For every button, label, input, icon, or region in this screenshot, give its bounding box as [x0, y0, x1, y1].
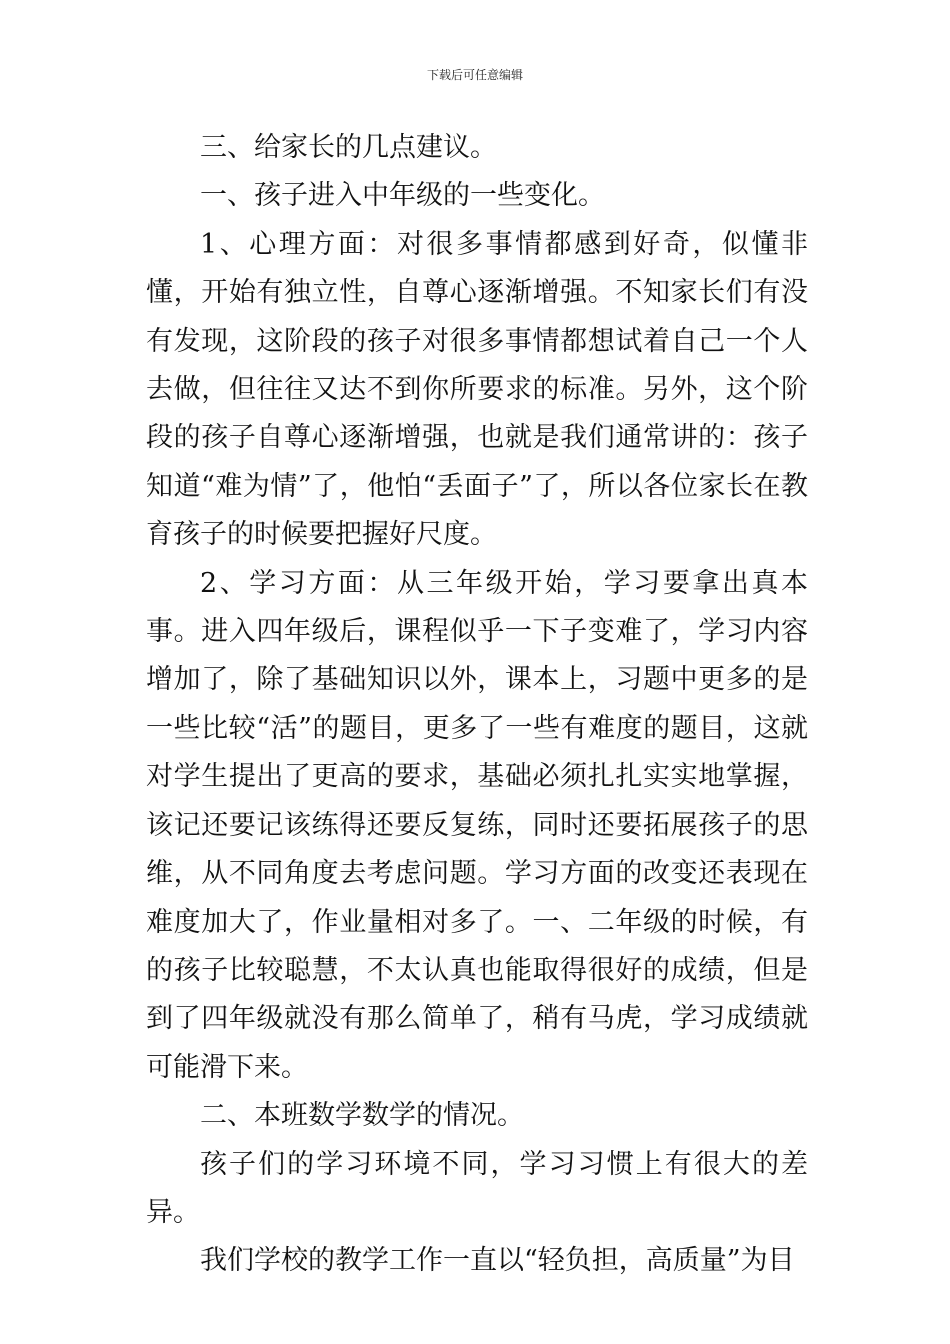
paragraph-section-one-heading: 一、孩子进入中年级的一些变化。 [200, 180, 605, 212]
paragraph-learning: 2、学习方面：从三年级开始，学习要拿出真本事。进入四年级后，课程似乎一下子变难了，学习内容增加了，除了基础知识以外，课本上，习题中更多的是一些比较“活”的题目，更多了一些有难度的题目，这就对学生提出了更高的要求，基础必须扎扎实实地掌握，该记还要记该练得还要反复练，同时还要拓展孩子的思维，从不同角度去考虑问题。学习方面的改变还表现在难度加大了，作业量相对多了。一、二年级的时候，有的孩子比较聪慧，不太认真也能取得很好的成绩，但是到了四年级就没有那么简单了，稍有马虎，学习成绩就可能滑下来。 [146, 567, 808, 1083]
header-note: 下载后可任意编辑 [426, 68, 523, 82]
document-body [146, 124, 808, 1286]
paragraph-school-goal: 我们学校的教学工作一直以“轻负担，高质量”为目 [200, 1245, 795, 1277]
paragraph-environment: 孩子们的学习环境不同，学习习惯上有很大的差异。 [146, 1148, 808, 1228]
paragraph-section-two-heading: 二、本班数学数学的情况。 [200, 1100, 524, 1132]
paragraph-section-three-heading: 三、给家长的几点建议。 [200, 132, 497, 163]
paragraph-psychology: 1、心理方面：对很多事情都感到好奇，似懂非懂，开始有独立性，自尊心逐渐增强。不知家长们有没有发现，这阶段的孩子对很多事情都想试着自己一个人去做，但往往又达不到你所要求的标准。另外，这个阶段的孩子自尊心逐渐增强，也就是我们通常讲的：孩子知道“难为情”了，他怕“丢面子”了，所以各位家长在教育孩子的时候要把握好尺度。 [146, 228, 808, 551]
